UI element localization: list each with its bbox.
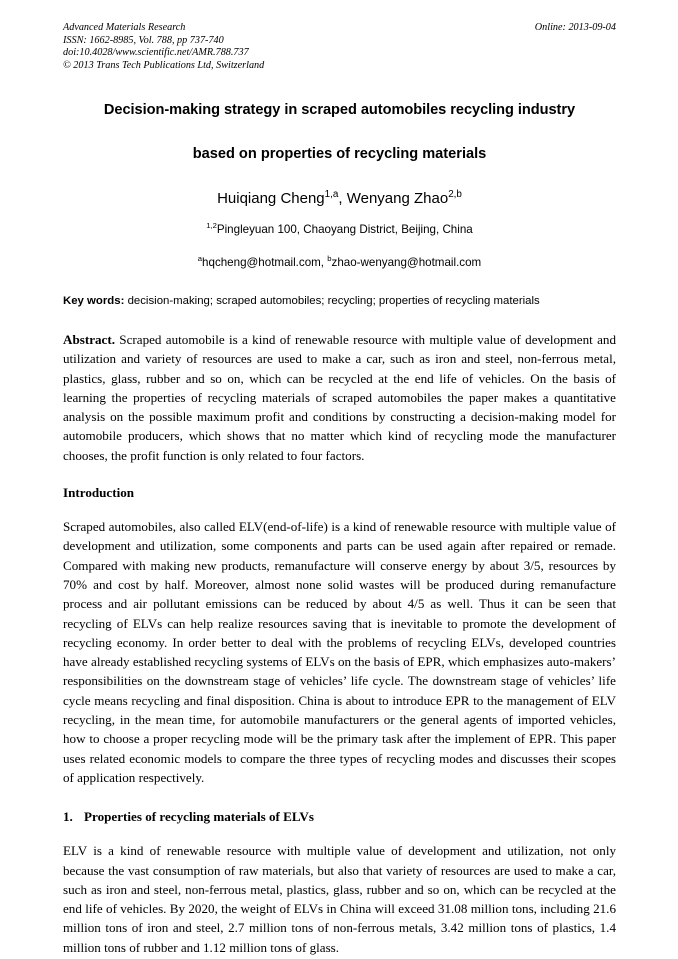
page-title <box>63 102 616 162</box>
journal-copyright-line: © 2013 Trans Tech Publications Ltd, Switzerland <box>63 59 265 71</box>
author-affil-marker-1: 1,a <box>324 189 339 200</box>
email-address-1: hqcheng@hotmail.com, <box>202 256 325 269</box>
abstract-label: Abstract. <box>63 332 115 347</box>
section-1-paragraph: ELV is a kind of renewable resource with multiple value of development and utilization, not only because the vast consumption of raw materials, but also that variety of resources are used to make a car, such as iron and steel, non-ferrous metal, plastics, glass, rubber and so on, which can be recycled at the end life of vehicles. By 2020, the weight of ELVs in China will exceed 31.08 million tons, including 21.6 million tons of iron and steel, 2.7 million tons of non-ferrous metals, 3.42 million tons of plastics, 1.4 million tons of rubber and 1.12 million tons of glass. <box>63 843 616 955</box>
author-separator: , <box>338 190 347 207</box>
affiliation <box>63 223 616 236</box>
email-address-2: zhao-wenyang@hotmail.com <box>331 256 482 269</box>
email-marker-2: b <box>327 254 332 264</box>
title-line-2: based on properties of recycling materials <box>192 146 487 162</box>
keywords-text: decision-making; scraped automobiles; recycling; properties of recycling materials <box>124 295 540 307</box>
journal-header-left <box>63 22 264 72</box>
abstract-section <box>63 330 616 465</box>
author-emails <box>63 256 616 269</box>
introduction-heading: Introduction <box>63 485 135 501</box>
author-name-1: Huiqiang Cheng <box>217 190 325 207</box>
author-affil-marker-2: 2,b <box>448 189 462 200</box>
journal-header <box>63 22 616 78</box>
author-name-2: Wenyang Zhao <box>346 190 449 207</box>
author-list <box>63 190 616 207</box>
keywords-label: Key words: <box>63 295 125 307</box>
keywords-line <box>63 294 616 309</box>
abstract-text: Scraped automobile is a kind of renewable resource with multiple value of development and utilization and variety of resources are used to make a car, such as iron and steel, non-ferrous metal, plastics, glass, rubber and so on, which can be recycled at the end life of vehicles. On the basis of learning the properties of recycling materials of scraped automobiles the paper makes a quantitative analysis on the possible maximum profit and conditions by constructing a decision-making model for automobile producers, which shows that no matter which kind of recycling mode the manufacturer chooses, the profit function is only related to four factors. <box>63 332 616 463</box>
section-1-title: Properties of recycling materials of ELVs <box>84 809 314 825</box>
journal-issn-line: ISSN: 1662-8985, Vol. 788, pp 737-740 <box>63 34 224 46</box>
section-1-number: 1. <box>63 809 73 825</box>
affiliation-marker: 1,2 <box>206 221 217 231</box>
section-1-heading <box>63 809 616 825</box>
page-content <box>63 22 616 957</box>
journal-doi-line: doi:10.4028/www.scientific.net/AMR.788.737 <box>63 47 249 59</box>
journal-online-date: Online: 2013-09-04 <box>534 22 616 33</box>
affiliation-text: Pingleyuan 100, Chaoyang District, Beijing, China <box>216 223 473 236</box>
introduction-paragraph: Scraped automobiles, also called ELV(end-of-life) is a kind of renewable resource with multiple value of development and utilization, some components and parts can be used again after repaired or remade. Compared with making new products, remanufacture will conserve energy by about 3/5, resources by 70% and cost by half. Moreover, almost none solid wastes will be produced during remanufacture process and air pollutant emissions can be reduced by about 4/5 as well. Thus it can be seen that recycling of ELVs can help realize resources saving that is inevitable to promote the development of recycling economy. In order better to deal with the problems of recycling ELVs, developed countries have already established recycling systems of ELVs on the basis of EPR, which emphasizes auto-makers’ responsibilities on the downstream stage of vehicles’ life cycle. The downstream stage of vehicles’ life cycle means recycling and final disposition. China is about to introduce EPR to the management of ELV recycling, in the mean time, for automobile manufacturers or the general agents of imported vehicles, how to choose a proper recycling mode will be the primary task after the implement of EPR. This paper uses related economic models to compare the three types of recycling modes and discusses their scopes of application respectively. <box>63 519 616 785</box>
journal-name: Advanced Materials Research <box>63 22 186 33</box>
email-marker-1: a <box>197 254 203 264</box>
title-line-1: Decision-making strategy in scraped automobiles recycling industry <box>103 102 576 118</box>
